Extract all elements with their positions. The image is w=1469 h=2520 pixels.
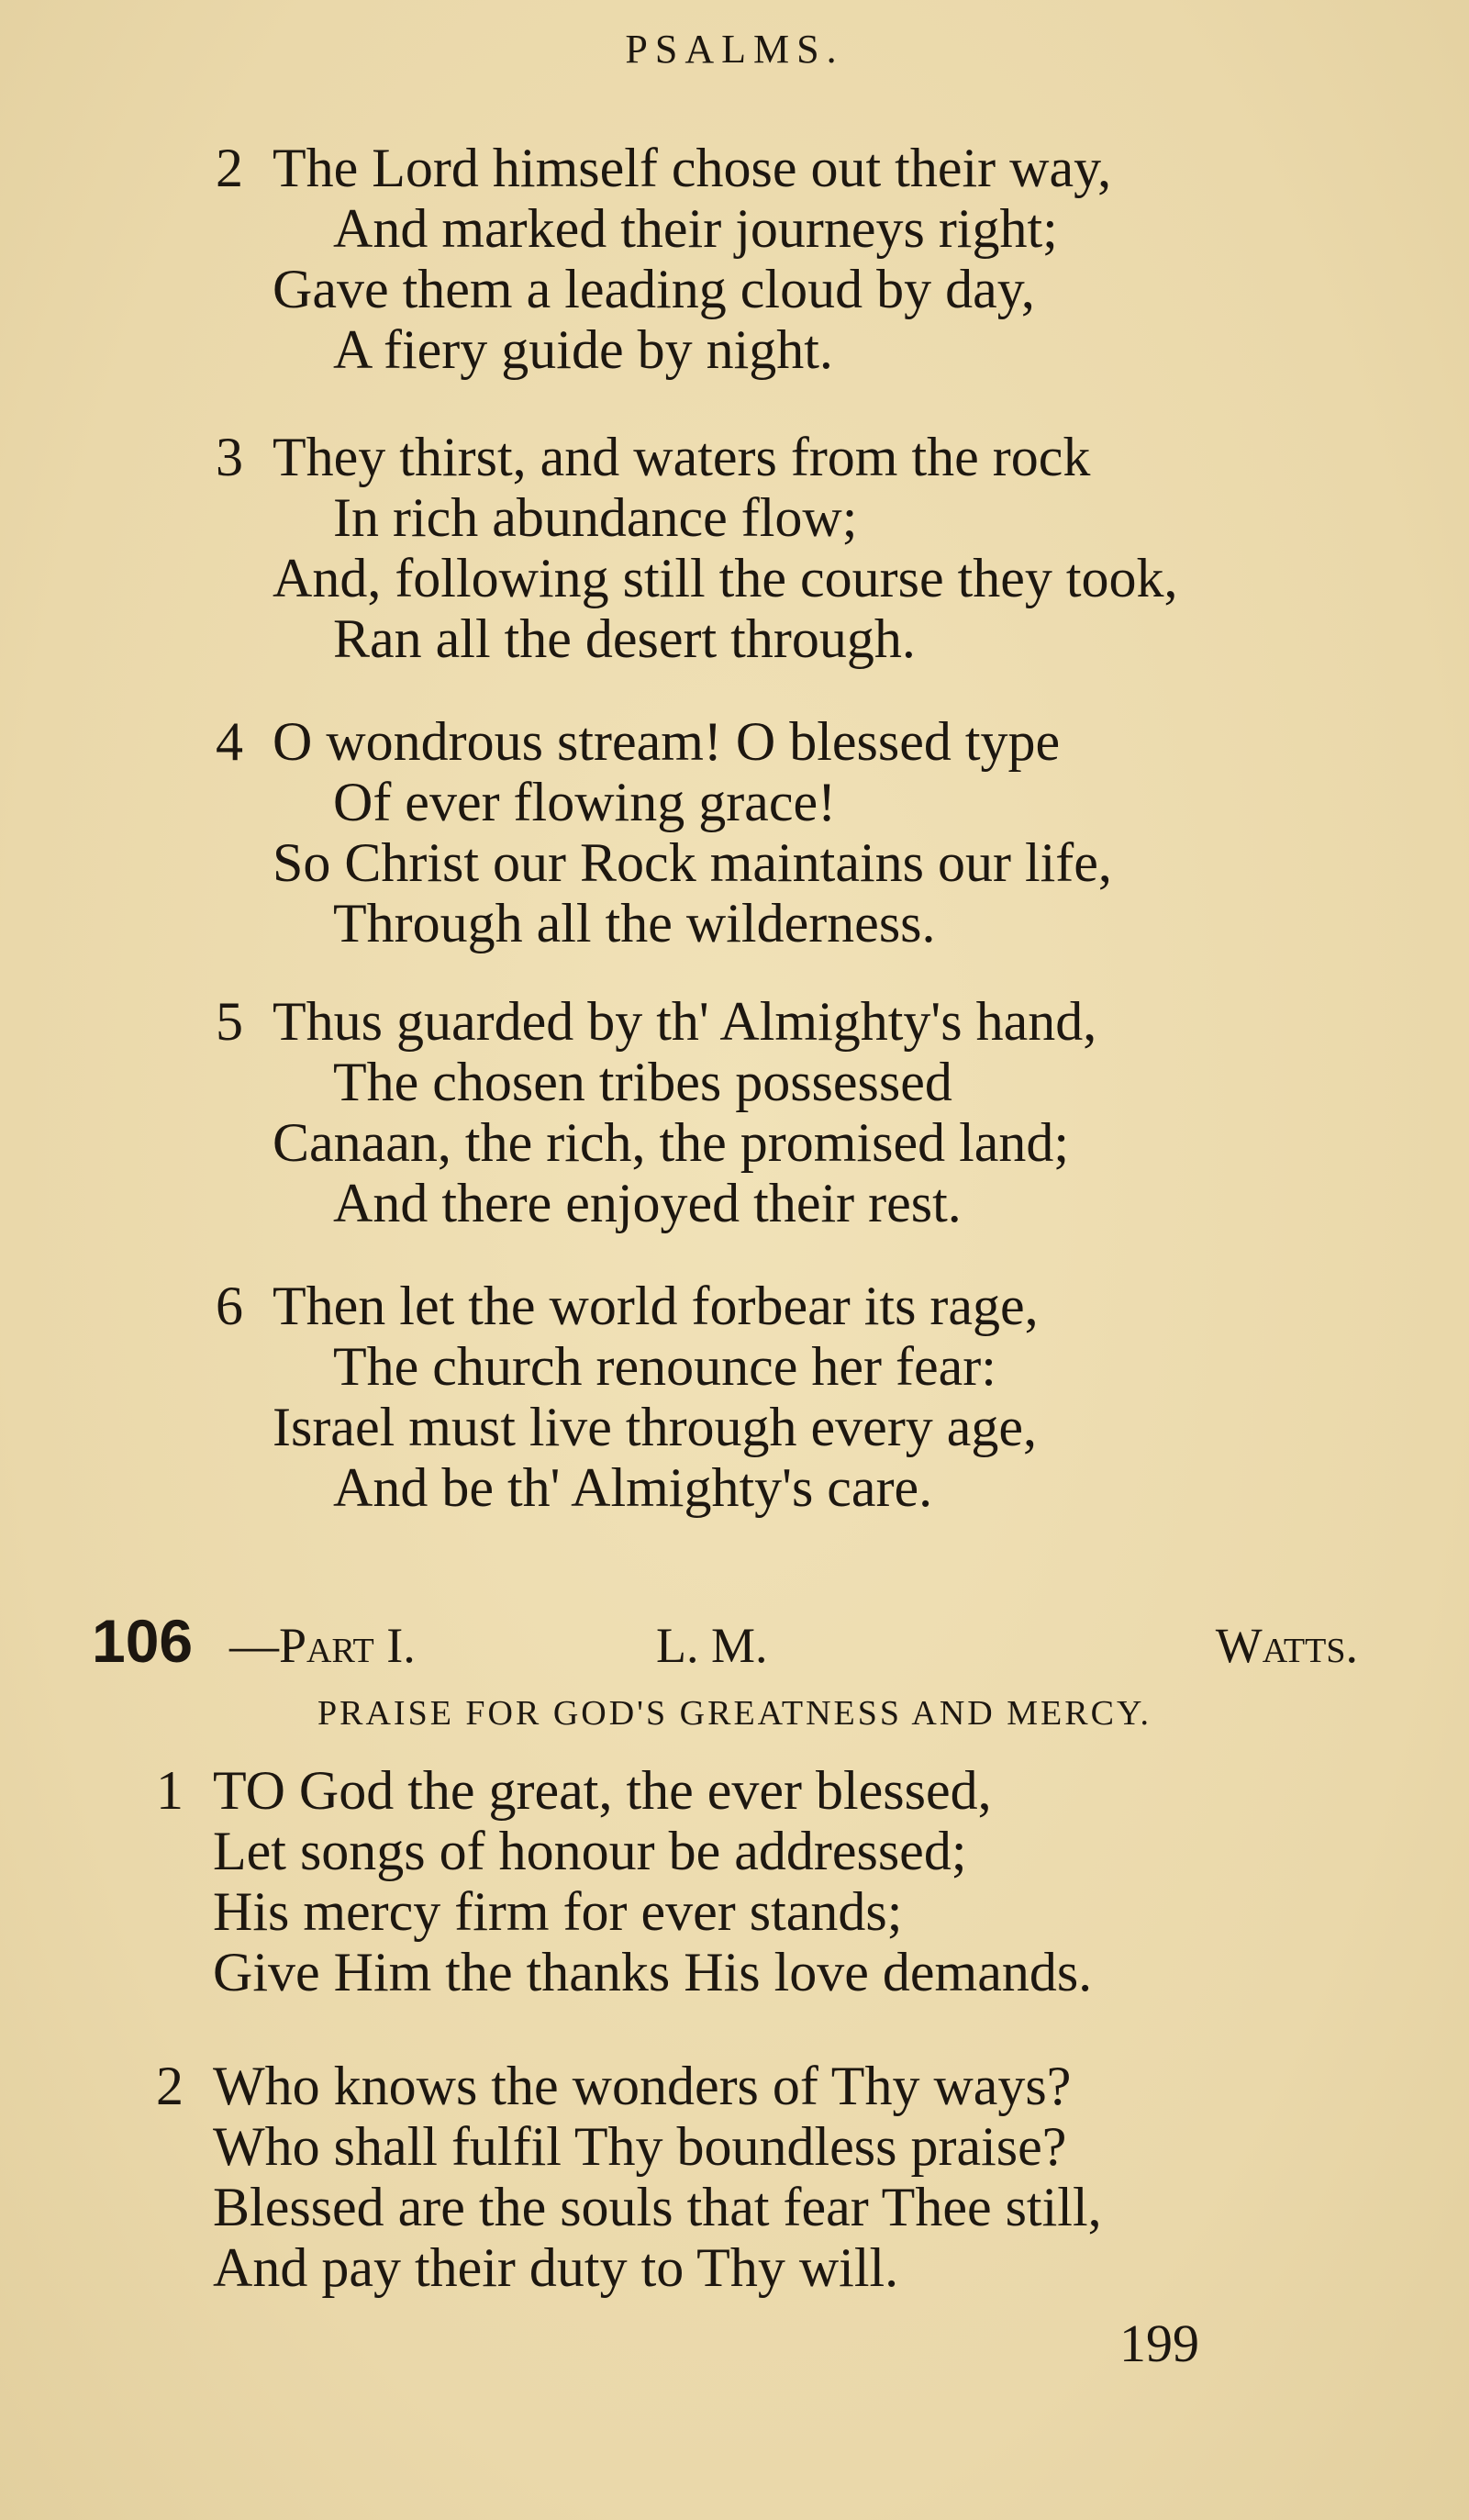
verse-number: 4 — [216, 711, 243, 772]
verse-number: 3 — [216, 427, 243, 487]
verse-line: 5 Thus guarded by th' Almighty's hand, — [216, 991, 1097, 1052]
verse-3 — [216, 427, 1178, 669]
verse-line: 2 The Lord himself chose out their way, — [216, 138, 1112, 198]
verse-line: Gave them a leading cloud by day, — [273, 259, 1035, 319]
verse-line: 6 Then let the world forbear its rage, — [216, 1276, 1039, 1336]
verse-line: The church renounce her fear: — [333, 1336, 996, 1397]
verse-line: 3 They thirst, and waters from the rock — [216, 427, 1091, 487]
verse-number: 5 — [216, 991, 243, 1052]
running-head: PSALMS. — [625, 27, 844, 72]
hymn-part: —Part I. — [229, 1618, 416, 1673]
verse-line: The chosen tribes possessed — [333, 1052, 952, 1112]
verse-line: Ran all the desert through. — [333, 608, 916, 669]
hymn-heading — [92, 1606, 1358, 1675]
verse-number: 1 — [156, 1760, 184, 1821]
hymn-verse-1 — [156, 1760, 1092, 2002]
verse-line: And, following still the course they took, — [273, 548, 1178, 608]
verse-4 — [216, 711, 1112, 953]
verse-line: 2 Who knows the wonders of Thy ways? — [156, 2056, 1072, 2116]
hymn-author: Watts. — [1215, 1618, 1358, 1673]
hymn-subtitle: PRAISE FOR GOD'S GREATNESS AND MERCY. — [317, 1694, 1152, 1733]
verse-5 — [216, 991, 1096, 1233]
verse-line: Canaan, the rich, the promised land; — [273, 1112, 1070, 1173]
verse-number: 2 — [216, 138, 243, 198]
verse-line: Who shall fulfil Thy boundless praise? — [213, 2116, 1067, 2177]
verse-line: Through all the wilderness. — [333, 893, 936, 953]
hymn-number: 106 — [92, 1607, 194, 1675]
verse-line: Of ever flowing grace! — [333, 772, 837, 832]
verse-2-top — [216, 138, 1111, 380]
verse-6 — [216, 1276, 1039, 1518]
verse-line: Israel must live through every age, — [273, 1397, 1038, 1457]
verse-line: His mercy firm for ever stands; — [213, 1881, 903, 1942]
hymn-meter: L. M. — [656, 1618, 768, 1673]
hymn-verse-2 — [156, 2056, 1102, 2298]
verse-line: Blessed are the souls that fear Thee still, — [213, 2177, 1102, 2237]
verse-line: Give Him the thanks His love demands. — [213, 1942, 1093, 2002]
page-number: 199 — [1119, 2314, 1199, 2373]
verse-line: 1 TO God the great, the ever blessed, — [156, 1760, 992, 1821]
verse-line: 4 O wondrous stream! O blessed type — [216, 711, 1061, 772]
verse-line: Let songs of honour be addressed; — [213, 1821, 967, 1881]
verse-line: And there enjoyed their rest. — [333, 1173, 962, 1233]
verse-line: In rich abundance flow; — [333, 487, 858, 548]
verse-line: And marked their journeys right; — [333, 198, 1058, 259]
verse-line: A fiery guide by night. — [333, 319, 833, 380]
verse-line: And be th' Almighty's care. — [333, 1457, 933, 1518]
verse-number: 2 — [156, 2056, 184, 2116]
verse-number: 6 — [216, 1276, 243, 1336]
verse-line: So Christ our Rock maintains our life, — [273, 832, 1112, 893]
verse-line: And pay their duty to Thy will. — [213, 2237, 899, 2298]
